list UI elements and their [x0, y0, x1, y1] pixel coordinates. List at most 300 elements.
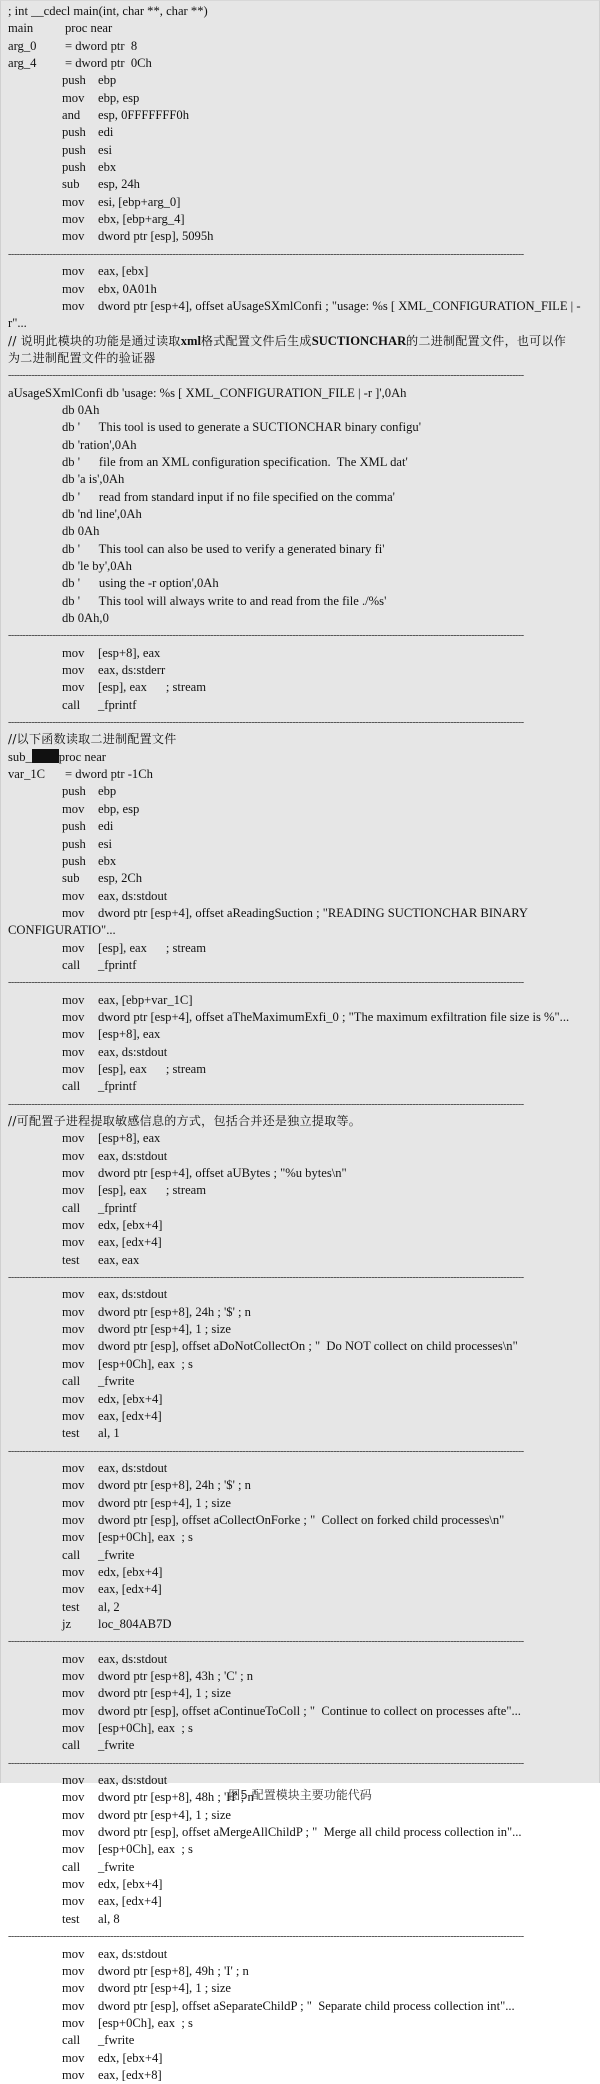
opcode: test: [62, 1426, 80, 1441]
operands: dword ptr [esp+4], 1 ; size: [98, 1807, 232, 1822]
opcode: mov: [62, 888, 85, 903]
opcode: call: [62, 957, 81, 972]
instruction-line: [1, 107, 599, 124]
operands: _fwrite: [98, 1859, 135, 1874]
operands: [esp+0Ch], eax ; s: [98, 1530, 193, 1545]
opcode: mov: [62, 1218, 85, 1233]
operands: ebp: [98, 784, 117, 799]
data-byte-line: db 'a is',0Ah: [62, 472, 125, 487]
instruction-line: [1, 90, 599, 107]
instruction-line: [1, 1841, 599, 1858]
instruction-line: [1, 1061, 599, 1078]
instruction-line: [1, 1581, 599, 1598]
opcode: mov: [62, 1148, 85, 1163]
code-lines: [1, 3, 599, 2084]
operands: dword ptr [esp], offset aSeparateChildP ; " Separate child process collection int"...: [98, 1998, 515, 2013]
separator-line: --------------------------------------------------------------------------------------------------------------------------------------------------------------------------------: [8, 370, 524, 382]
function-signature-comment: ; int __cdecl main(int, char **, char **): [8, 4, 208, 18]
operands: edi: [98, 125, 114, 140]
data-byte-line: db ' read from standard input if no file specified on the comma': [62, 489, 395, 504]
instruction-line: [1, 1651, 599, 1668]
operands: dword ptr [esp+4], 1 ; size: [98, 1322, 232, 1337]
opcode: push: [62, 784, 86, 799]
operands: eax, eax: [98, 1252, 140, 1267]
local-var-declaration: [1, 766, 599, 783]
instruction-line: [1, 1824, 599, 1841]
instruction-line: [1, 1165, 599, 1182]
operands: dword ptr [esp+8], 49h ; 'I' ; n: [98, 1963, 249, 1978]
instruction-line: [1, 957, 599, 974]
opcode: mov: [62, 264, 85, 279]
operands: _fprintf: [98, 697, 137, 712]
operands: _fprintf: [98, 1079, 137, 1094]
separator-line: --------------------------------------------------------------------------------------------------------------------------------------------------------------------------------: [8, 977, 524, 989]
redacted-block: [32, 749, 59, 763]
symbol-name: main: [8, 21, 34, 36]
separator-line: --------------------------------------------------------------------------------------------------------------------------------------------------------------------------------: [8, 1272, 524, 1284]
instruction-line: [1, 1321, 599, 1338]
wrapped-continuation: r"...: [8, 316, 27, 331]
comment-text: 为二进制配置文件的验证器: [8, 350, 156, 365]
opcode: mov: [62, 1235, 85, 1250]
opcode: push: [62, 142, 86, 157]
opcode: mov: [62, 281, 85, 296]
instruction-line: [1, 228, 599, 245]
instruction-line: [1, 905, 599, 922]
instruction-line: [1, 1893, 599, 1910]
symbol-name: sub_: [8, 749, 32, 764]
operands: [esp], eax ; stream: [98, 1061, 207, 1076]
instruction-line: [1, 697, 599, 714]
figure-caption: 图5 配置模块主要功能代码: [228, 1788, 372, 1802]
operands: ebp, esp: [98, 90, 140, 105]
opcode: mov: [62, 1773, 85, 1788]
opcode: push: [62, 73, 86, 88]
operands: ebp, esp: [98, 801, 140, 816]
symbol-decl: = dword ptr 0Ch: [65, 56, 152, 71]
operands: eax, [edx+4]: [98, 1408, 162, 1423]
instruction-line: [1, 176, 599, 193]
operands: _fwrite: [98, 1547, 135, 1562]
operands: [esp+0Ch], eax ; s: [98, 2015, 193, 2030]
operands: esi: [98, 142, 112, 157]
opcode: mov: [62, 1877, 85, 1892]
instruction-line: [1, 662, 599, 679]
opcode: mov: [62, 992, 85, 1007]
opcode: mov: [62, 663, 85, 678]
instruction-line: [1, 1529, 599, 1546]
annotation-comment: [1, 333, 599, 350]
operands: eax, ds:stdout: [98, 888, 168, 903]
operands: edx, [ebx+4]: [98, 1564, 163, 1579]
opcode: mov: [62, 1478, 85, 1493]
opcode: mov: [62, 1807, 85, 1822]
opcode: mov: [62, 194, 85, 209]
opcode: mov: [62, 645, 85, 660]
instruction-line: [1, 853, 599, 870]
operands: _fprintf: [98, 957, 137, 972]
data-byte-line: db 'le by',0Ah: [62, 559, 132, 573]
opcode: call: [62, 1738, 81, 1753]
instruction-line: [1, 263, 599, 280]
instruction-line: [1, 1338, 599, 1355]
instruction-line: [1, 1876, 599, 1893]
symbol-decl: proc near: [58, 749, 106, 764]
operands: eax, [edx+8]: [98, 2067, 162, 2082]
operands: dword ptr [esp], offset aDoNotCollectOn ; " Do NOT collect on child processes\n": [98, 1339, 518, 1354]
operands: edx, [ebx+4]: [98, 1877, 163, 1892]
instruction-line: [1, 1685, 599, 1702]
operands: [esp+0Ch], eax ; s: [98, 1356, 193, 1371]
instruction-line: [1, 645, 599, 662]
operands: ebx: [98, 853, 117, 868]
opcode: call: [62, 1859, 81, 1874]
separator-line: --------------------------------------------------------------------------------------------------------------------------------------------------------------------------------: [8, 1931, 524, 1943]
symbol-decl: = dword ptr 8: [65, 38, 138, 53]
proc-declaration: [1, 20, 599, 37]
opcode: mov: [62, 2050, 85, 2065]
annotation-comment: [1, 731, 599, 748]
operands: al, 2: [98, 1599, 120, 1614]
opcode: jz: [62, 1616, 72, 1631]
instruction-line: [1, 1547, 599, 1564]
opcode: mov: [62, 940, 85, 955]
wrapped-continuation: CONFIGURATIO"...: [8, 923, 116, 938]
opcode: mov: [62, 1460, 85, 1475]
operands: eax, ds:stderr: [98, 663, 166, 678]
instruction-line: [1, 1998, 599, 2015]
annotation-comment: [1, 350, 599, 367]
instruction-line: [1, 1026, 599, 1043]
opcode: mov: [62, 1963, 85, 1978]
instruction-line: [1, 1477, 599, 1494]
opcode: mov: [62, 680, 85, 695]
opcode: mov: [62, 1669, 85, 1683]
opcode: mov: [62, 1166, 85, 1181]
instruction-line: [1, 783, 599, 800]
operands: [esp], eax ; stream: [98, 680, 207, 695]
separator-line: --------------------------------------------------------------------------------------------------------------------------------------------------------------------------------: [8, 1098, 524, 1110]
instruction-line: [1, 2032, 599, 2049]
data-byte-line: db ' This tool will always write to and read from the file ./%s': [62, 593, 387, 608]
symbol-decl: = dword ptr -1Ch: [65, 767, 153, 782]
instruction-line: [1, 211, 599, 228]
comment-text: //以下函数读取二进制配置文件: [8, 732, 177, 747]
opcode: call: [62, 1079, 81, 1094]
instruction-line: [1, 1356, 599, 1373]
instruction-line: [1, 142, 599, 159]
operands: loc_804AB7D: [98, 1616, 172, 1631]
operands: _fwrite: [98, 1374, 135, 1389]
opcode: push: [62, 853, 86, 868]
opcode: mov: [62, 1825, 85, 1840]
separator-line: --------------------------------------------------------------------------------------------------------------------------------------------------------------------------------: [8, 1445, 524, 1457]
instruction-line: [1, 888, 599, 905]
instruction-line: [1, 1495, 599, 1512]
instruction-line: [1, 992, 599, 1009]
opcode: mov: [62, 1651, 85, 1666]
operands: eax, [edx+4]: [98, 1235, 162, 1250]
instruction-line: [1, 836, 599, 853]
instruction-line: [1, 1980, 599, 1997]
instruction-line: [1, 159, 599, 176]
operands: dword ptr [esp], 5095h: [98, 229, 214, 244]
instruction-line: [1, 298, 599, 315]
instruction-line: [1, 1911, 599, 1928]
operands: ebx: [98, 160, 117, 175]
opcode: mov: [62, 1686, 85, 1701]
opcode: call: [62, 2033, 81, 2048]
opcode: mov: [62, 1027, 85, 1042]
comment-text: 的二进制配置文件，也可以作: [406, 333, 567, 348]
symbol-name: var_1C: [8, 767, 46, 782]
instruction-line: [1, 1304, 599, 1321]
operands: dword ptr [esp+8], 43h ; 'C' ; n: [98, 1669, 254, 1683]
operands: [esp+0Ch], eax ; s: [98, 1721, 193, 1736]
instruction-line: [1, 1234, 599, 1251]
instruction-line: [1, 1460, 599, 1477]
operands: esp, 24h: [98, 177, 140, 192]
operands: eax, ds:stdout: [98, 1044, 168, 1059]
operands: ebp: [98, 73, 117, 88]
opcode: mov: [62, 1530, 85, 1545]
operands: esi, [ebp+arg_0]: [98, 194, 181, 209]
opcode: sub: [62, 177, 80, 192]
opcode: mov: [62, 90, 85, 105]
separator-line: --------------------------------------------------------------------------------------------------------------------------------------------------------------------------------: [8, 1636, 524, 1648]
symbol-decl: proc near: [65, 21, 113, 36]
instruction-line: [1, 2050, 599, 2067]
opcode: and: [62, 108, 81, 123]
operands: al, 1: [98, 1426, 120, 1441]
operands: edx, [ebx+4]: [98, 1391, 163, 1406]
operands: dword ptr [esp+8], 24h ; '$' ; n: [98, 1304, 251, 1319]
operands: esp, 0FFFFFFF0h: [98, 108, 190, 123]
operands: eax, [edx+4]: [98, 1894, 162, 1909]
data-byte-line: db 0Ah: [62, 524, 100, 539]
instruction-line: [1, 1130, 599, 1147]
opcode: call: [62, 1374, 81, 1389]
separator-line: --------------------------------------------------------------------------------------------------------------------------------------------------------------------------------: [8, 717, 524, 729]
opcode: mov: [62, 1495, 85, 1510]
opcode: push: [62, 160, 86, 175]
operands: eax, ds:stdout: [98, 1651, 168, 1666]
opcode: mov: [62, 1790, 85, 1805]
operands: [esp+8], eax: [98, 1131, 161, 1146]
data-byte-line: db 'ration',0Ah: [62, 437, 137, 452]
operands: eax, ds:stdout: [98, 1287, 168, 1302]
stack-arg-declaration: [1, 55, 599, 72]
instruction-line: [1, 679, 599, 696]
operands: dword ptr [esp], offset aMergeAllChildP ; " Merge all child process collection in"...: [98, 1825, 522, 1840]
symbol-name: arg_0: [8, 38, 37, 53]
instruction-line: [1, 870, 599, 887]
instruction-line: [1, 1425, 599, 1442]
instruction-line: [1, 1616, 599, 1633]
operands: dword ptr [esp+4], 1 ; size: [98, 1981, 232, 1996]
instruction-line: [1, 1252, 599, 1269]
separator-line: --------------------------------------------------------------------------------------------------------------------------------------------------------------------------------: [8, 630, 524, 642]
instruction-line: [1, 1859, 599, 1876]
opcode: mov: [62, 1044, 85, 1059]
data-byte-line: db 0Ah: [62, 402, 100, 417]
opcode: push: [62, 819, 86, 834]
operands: [esp+8], eax: [98, 1027, 161, 1042]
operands: edx, [ebx+4]: [98, 2050, 163, 2065]
comment-text: 格式配置文件后生成: [201, 333, 312, 348]
operands: eax, ds:stdout: [98, 1773, 168, 1788]
instruction-line: [1, 940, 599, 957]
instruction-line: [1, 1078, 599, 1095]
operands: eax, ds:stdout: [98, 1148, 168, 1163]
operands: dword ptr [esp+4], offset aUsageSXmlConfi ; "usage: %s [ XML_CONFIGURATION_FILE | -: [98, 298, 581, 313]
opcode: mov: [62, 1721, 85, 1736]
operands: dword ptr [esp], offset aCollectOnForke ; " Collect on forked child processes\n": [98, 1512, 505, 1527]
operands: _fwrite: [98, 1738, 135, 1753]
operands: dword ptr [esp+8], 48h ; 'H' ; n: [98, 1790, 254, 1805]
instruction-line: [1, 1217, 599, 1234]
operands: edi: [98, 819, 114, 834]
data-byte-line: db ' using the -r option',0Ah: [62, 576, 219, 591]
operands: eax, ds:stdout: [98, 1460, 168, 1475]
opcode: mov: [62, 212, 85, 227]
data-label-line: aUsageSXmlConfi db 'usage: %s [ XML_CONFIGURATION_FILE | -r ]',0Ah: [8, 385, 407, 400]
instruction-line: [1, 1807, 599, 1824]
opcode: test: [62, 1911, 80, 1926]
stack-arg-declaration: [1, 38, 599, 55]
opcode: sub: [62, 871, 80, 886]
comment-bold: xml: [180, 333, 201, 348]
opcode: push: [62, 836, 86, 851]
opcode: mov: [62, 1391, 85, 1406]
instruction-line: [1, 2015, 599, 2032]
operands: [esp], eax ; stream: [98, 940, 207, 955]
instruction-line: [1, 1668, 599, 1685]
opcode: call: [62, 1200, 81, 1215]
instruction-line: [1, 1737, 599, 1754]
instruction-line: [1, 1512, 599, 1529]
opcode: mov: [62, 1322, 85, 1337]
instruction-line: [1, 72, 599, 89]
opcode: mov: [62, 2015, 85, 2030]
operands: dword ptr [esp+4], offset aTheMaximumExfi_0 ; "The maximum exfiltration file size is %"...: [98, 1009, 570, 1024]
comment-bold: SUCTIONCHAR: [311, 333, 407, 348]
opcode: mov: [62, 1998, 85, 2013]
opcode: mov: [62, 229, 85, 244]
instruction-line: [1, 1286, 599, 1303]
opcode: mov: [62, 1946, 85, 1961]
instruction-line: [1, 1148, 599, 1165]
instruction-line: [1, 1373, 599, 1390]
opcode: mov: [62, 801, 85, 816]
opcode: call: [62, 1547, 81, 1562]
comment-text: //可配置子进程提取敏感信息的方式，包括合并还是独立提取等。: [8, 1114, 362, 1128]
data-byte-line: db 0Ah,0: [62, 611, 109, 626]
opcode: mov: [62, 1894, 85, 1909]
opcode: mov: [62, 1582, 85, 1597]
operands: [esp+8], eax: [98, 645, 161, 660]
opcode: test: [62, 1252, 80, 1267]
operands: ebx, 0A01h: [98, 281, 157, 296]
operands: dword ptr [esp+8], 24h ; '$' ; n: [98, 1478, 251, 1493]
proc-declaration: [1, 749, 599, 766]
instruction-line: [1, 1963, 599, 1980]
opcode: mov: [62, 1339, 85, 1354]
instruction-line: [1, 1200, 599, 1217]
opcode: mov: [62, 2067, 85, 2082]
data-byte-line: db ' This tool can also be used to verify a generated binary fi': [62, 541, 385, 556]
opcode: mov: [62, 1183, 85, 1198]
annotation-comment: [1, 1113, 599, 1130]
separator-line: --------------------------------------------------------------------------------------------------------------------------------------------------------------------------------: [8, 1757, 524, 1769]
instruction-line: [1, 1564, 599, 1581]
instruction-line: [1, 194, 599, 211]
instruction-line: [1, 124, 599, 141]
opcode: mov: [62, 1356, 85, 1371]
symbol-name: arg_4: [8, 56, 37, 71]
operands: al, 8: [98, 1911, 120, 1926]
operands: eax, [edx+4]: [98, 1582, 162, 1597]
instruction-line: [1, 1599, 599, 1616]
opcode: mov: [62, 1131, 85, 1146]
opcode: mov: [62, 298, 85, 313]
data-byte-line: db 'nd line',0Ah: [62, 506, 142, 521]
opcode: mov: [62, 1703, 85, 1718]
operands: dword ptr [esp], offset aContinueToColl ; " Continue to collect on processes afte"...: [98, 1703, 521, 1718]
instruction-line: [1, 818, 599, 835]
operands: dword ptr [esp+4], offset aUBytes ; "%u bytes\n": [98, 1166, 347, 1181]
operands: eax, ds:stdout: [98, 1946, 168, 1961]
opcode: mov: [62, 1564, 85, 1579]
operands: esp, 2Ch: [98, 871, 143, 886]
operands: edx, [ebx+4]: [98, 1218, 163, 1233]
opcode: test: [62, 1599, 80, 1614]
opcode: mov: [62, 1408, 85, 1423]
instruction-line: [1, 1946, 599, 1963]
opcode: mov: [62, 1287, 85, 1302]
operands: _fprintf: [98, 1200, 137, 1215]
instruction-line: [1, 1703, 599, 1720]
opcode: mov: [62, 1009, 85, 1024]
instruction-line: [1, 801, 599, 818]
operands: ebx, [ebp+arg_4]: [98, 212, 185, 227]
operands: [esp+0Ch], eax ; s: [98, 1842, 193, 1857]
opcode: mov: [62, 1061, 85, 1076]
operands: eax, [ebx]: [98, 264, 149, 279]
instruction-line: [1, 1182, 599, 1199]
opcode: mov: [62, 1981, 85, 1996]
opcode: push: [62, 125, 86, 140]
instruction-line: [1, 1391, 599, 1408]
operands: dword ptr [esp+4], 1 ; size: [98, 1686, 232, 1701]
operands: [esp], eax ; stream: [98, 1183, 207, 1198]
opcode: mov: [62, 905, 85, 920]
instruction-line: [1, 1044, 599, 1061]
data-byte-line: db ' This tool is used to generate a SUCTIONCHAR binary configu': [62, 420, 421, 435]
separator-line: --------------------------------------------------------------------------------------------------------------------------------------------------------------------------------: [8, 248, 524, 260]
comment-text: // 说明此模块的功能是通过读取: [8, 333, 181, 348]
instruction-line: [1, 281, 599, 298]
instruction-line: [1, 1408, 599, 1425]
operands: dword ptr [esp+4], 1 ; size: [98, 1495, 232, 1510]
instruction-line: [1, 1720, 599, 1737]
data-byte-line: db ' file from an XML configuration specification. The XML dat': [62, 454, 408, 469]
opcode: mov: [62, 1842, 85, 1857]
operands: eax, [ebp+var_1C]: [98, 992, 193, 1007]
instruction-line: [1, 2067, 599, 2084]
operands: dword ptr [esp+4], offset aReadingSuction ; "READING SUCTIONCHAR BINARY: [98, 905, 529, 920]
instruction-line: [1, 1009, 599, 1026]
